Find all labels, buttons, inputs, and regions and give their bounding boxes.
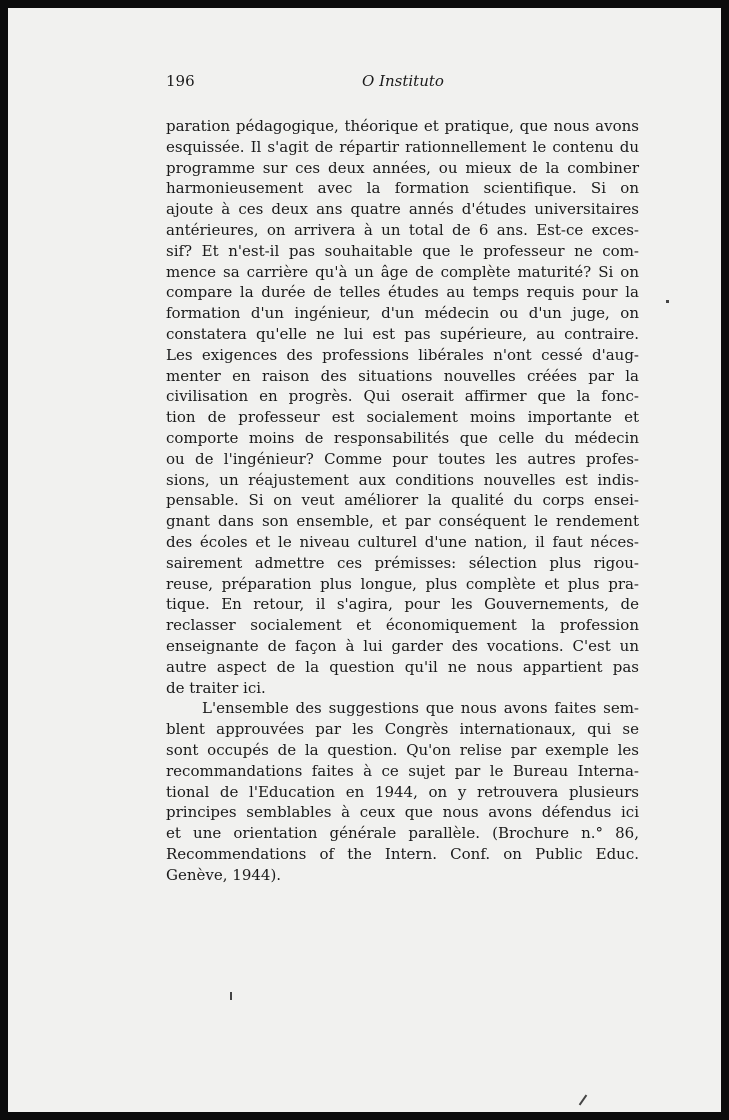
book-page: [8, 8, 721, 1112]
text-line: tion de professeur est socialement moins importante et: [166, 408, 639, 427]
text-line: reuse, préparation plus longue, plus complète et plus pra-: [166, 574, 639, 593]
paragraph-1: [166, 116, 639, 698]
text-line: enseignante de façon à lui garder des vocations. C'est un: [166, 636, 639, 655]
text-line: menter en raison des situations nouvelles créées par la: [166, 366, 639, 385]
text-line: gnant dans son ensemble, et par conséquent le rendement: [166, 512, 639, 531]
text-line: L'ensemble des suggestions que nous avons faites sem-: [202, 699, 639, 718]
scan-speck: [666, 300, 669, 303]
page-number: 196: [166, 72, 195, 90]
text-line: mence sa carrière qu'à un âge de complète maturité? Si on: [166, 262, 639, 281]
text-line: ou de l'ingénieur? Comme pour toutes les autres profes-: [166, 449, 639, 468]
text-line: et une orientation générale parallèle. (Brochure n.° 86,: [166, 824, 639, 843]
text-line: civilisation en progrès. Qui oserait affirmer que la fonc-: [166, 387, 639, 406]
body-text: [166, 116, 639, 885]
text-line: pensable. Si on veut améliorer la qualité du corps ensei-: [166, 491, 639, 510]
page-header: [8, 72, 721, 96]
text-line: principes semblables à ceux que nous avons défendus ici: [166, 803, 639, 822]
text-line: blent approuvées par les Congrès internationaux, qui se: [166, 720, 639, 739]
text-line: comporte moins de responsabilités que celle du médecin: [166, 428, 639, 447]
text-line: de traiter ici.: [166, 678, 266, 697]
running-title: O Instituto: [362, 72, 444, 90]
text-line: Recommendations of the Intern. Conf. on Public Educ.: [166, 844, 639, 863]
text-line: sont occupés de la question. Qu'on relise par exemple les: [166, 740, 639, 759]
text-line: compare la durée de telles études au temps requis pour la: [166, 283, 639, 302]
text-line: sairement admettre ces prémisses: sélection plus rigou-: [166, 553, 639, 572]
text-line: sif? Et n'est-il pas souhaitable que le professeur ne com-: [166, 241, 639, 260]
scan-speck: [579, 1095, 588, 1106]
paragraph-2: [166, 698, 639, 885]
text-line: tional de l'Education en 1944, on y retrouvera plusieurs: [166, 782, 639, 801]
text-line: sions, un réajustement aux conditions nouvelles est indis-: [166, 470, 639, 489]
text-line: ajoute à ces deux ans quatre annés d'études universitaires: [166, 200, 639, 219]
text-line: recommandations faites à ce sujet par le Bureau Interna-: [166, 761, 639, 780]
text-line: paration pédagogique, théorique et pratique, que nous avons: [166, 117, 639, 135]
text-line: reclasser socialement et économiquement la profession: [166, 616, 639, 635]
text-line: tique. En retour, il s'agira, pour les Gouvernements, de: [166, 595, 639, 614]
text-line: Les exigences des professions libérales n'ont cessé d'aug-: [166, 345, 639, 364]
text-line: harmonieusement avec la formation scientifique. Si on: [166, 179, 639, 198]
text-line: constatera qu'elle ne lui est pas supérieure, au contraire.: [166, 324, 639, 343]
text-line: des écoles et le niveau culturel d'une nation, il faut néces-: [166, 532, 639, 551]
text-line: autre aspect de la question qu'il ne nous appartient pas: [166, 657, 639, 676]
text-line: Genève, 1944).: [166, 865, 282, 884]
scan-speck: [230, 992, 232, 1000]
text-line: esquissée. Il s'agit de répartir rationnellement le contenu du: [166, 137, 639, 156]
text-line: programme sur ces deux années, ou mieux de la combiner: [166, 158, 639, 177]
text-line: antérieures, on arrivera à un total de 6 ans. Est-ce exces-: [166, 220, 639, 239]
text-line: formation d'un ingénieur, d'un médecin ou d'un juge, on: [166, 304, 639, 323]
